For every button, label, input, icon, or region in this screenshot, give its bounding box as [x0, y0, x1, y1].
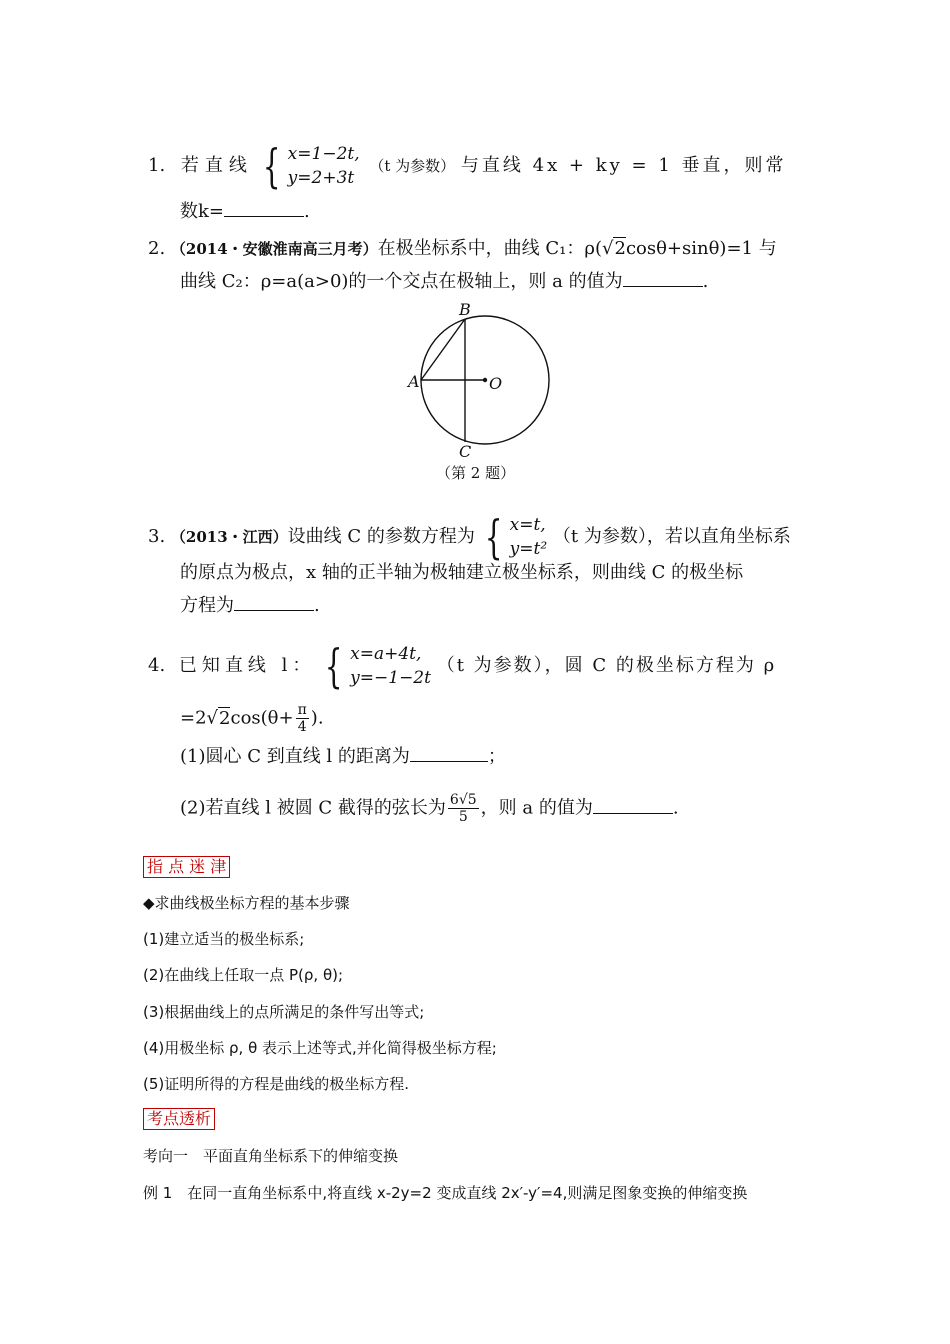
- q1-line2: 数k= .: [180, 201, 310, 222]
- q1-middle: 与直线 4x + ky = 1 垂直，则常: [460, 155, 787, 176]
- q2-text2: 曲线 C₂：ρ=a(a>0)的一个交点在极轴上，则 a 的值为: [180, 271, 623, 292]
- q1-answer-blank[interactable]: [224, 200, 304, 217]
- figure-label-a: A: [408, 372, 420, 391]
- guide-heading: 指 点 迷 津: [143, 856, 230, 878]
- q2-source: （2014・安徽淮南高三月考）: [170, 240, 378, 258]
- q1-k-label: 数k=: [180, 201, 224, 222]
- q3-system: [510, 513, 548, 561]
- figure-label-o: O: [489, 374, 503, 393]
- analysis-heading: 考点透析: [143, 1108, 215, 1130]
- q1-eq1: x=1−2t,: [287, 144, 360, 164]
- question-4: [148, 639, 777, 693]
- q1-system: [288, 142, 360, 190]
- q4-sub1: [180, 745, 506, 768]
- figure-label-c: C: [459, 442, 472, 461]
- q4-sqrt: 2: [219, 707, 231, 729]
- q4-line2: =2√2cos(θ+ $\frac{\pi}{4}$ ).: [180, 702, 324, 735]
- q4-sub2-blank[interactable]: [593, 797, 673, 814]
- q3-source: （2013・江西）: [170, 528, 288, 546]
- q2-sqrt: 2: [614, 238, 626, 259]
- q4-text2a: =2: [180, 707, 207, 729]
- analysis-direction: 考向一 平面直角坐标系下的伸缩变换: [143, 1147, 399, 1165]
- q3-brace: {: [484, 510, 503, 564]
- q2-line2: 曲线 C₂：ρ=a(a>0)的一个交点在极轴上，则 a 的值为 .: [180, 271, 709, 292]
- q4-brace: {: [324, 639, 343, 693]
- question-2: 2. （2014・安徽淮南高三月考）在极坐标系中，曲线 C₁：ρ(√2cosθ+sinθ)=1 与: [148, 238, 777, 259]
- q3-line3: 方程为 .: [180, 595, 320, 616]
- q1-brace: {: [262, 139, 281, 193]
- segment-ab: [421, 319, 465, 380]
- q3-text1: 设曲线 C 的参数方程为: [287, 526, 475, 547]
- q4-system: [350, 642, 431, 690]
- q1-prefix: 若直线: [180, 155, 253, 176]
- q4-sub2-text-b: ，则 a 的值为: [480, 797, 593, 819]
- q4-text2c: ).: [310, 707, 324, 729]
- figure-caption: （第 2 题）: [436, 464, 516, 482]
- guide-step-4: (4)用极坐标 ρ, θ 表示上述等式,并化简得极坐标方程;: [143, 1039, 497, 1057]
- q4-number: 4.: [148, 655, 166, 676]
- q4-sub1-text: (1)圆心 C 到直线 l 的距离为: [180, 746, 410, 767]
- q3-eq1: x=t,: [509, 515, 546, 535]
- q4-text2b: cos(θ+: [230, 707, 294, 729]
- guide-step-3: (3)根据曲线上的点所满足的条件写出等式;: [143, 1003, 425, 1021]
- q3-line2: 的原点为极点，x 轴的正半轴为极轴建立极坐标系，则曲线 C 的极坐标: [180, 562, 744, 583]
- question-1: [148, 139, 787, 193]
- q4-frac-num: π: [297, 702, 307, 718]
- q2-text1b: cosθ+sinθ)=1 与: [625, 238, 777, 259]
- q4-sub1-blank[interactable]: [410, 745, 488, 762]
- q3-answer-blank[interactable]: [234, 594, 314, 611]
- q2-answer-blank[interactable]: [623, 270, 703, 287]
- q3-text1b: （t 为参数），若以直角坐标系: [552, 526, 791, 547]
- analysis-example: 例 1 在同一直角坐标系中,将直线 x-2y=2 变成直线 2x′-y′=4,则满足图象变换的伸缩变换: [143, 1184, 748, 1202]
- q2-text1: 在极坐标系中，曲线 C₁：ρ(: [377, 238, 602, 259]
- q4-sub2-fraction: [448, 792, 479, 825]
- q4-frac-den: 4: [297, 719, 307, 735]
- q4-fraction: [296, 702, 309, 735]
- q4-prefix: 已知直线 l：: [178, 655, 316, 676]
- q4-sub2: (2)若直线 l 被圆 C 截得的弦长为 $\frac{6√5}{5}$ ，则 a 的值为 .: [180, 792, 679, 825]
- q4-text1b: （t 为参数），圆 C 的极坐标方程为 ρ: [436, 655, 777, 676]
- q4-sub1-end: ；: [487, 746, 506, 767]
- q3-number: 3.: [148, 526, 166, 547]
- q1-eq2: y=2+3t: [287, 168, 355, 188]
- guide-title: ◆求曲线极坐标方程的基本步骤: [143, 894, 350, 912]
- q2-number: 2.: [148, 238, 166, 259]
- center-point: [483, 378, 487, 382]
- guide-step-2: (2)在曲线上任取一点 P(ρ, θ);: [143, 966, 344, 984]
- guide-step-5: (5)证明所得的方程是曲线的极坐标方程.: [143, 1075, 410, 1093]
- q1-number: 1.: [148, 155, 166, 176]
- q3-eq2: y=t²: [509, 539, 548, 559]
- q4-sub2-text: (2)若直线 l 被圆 C 截得的弦长为: [180, 797, 446, 819]
- q4-eq1: x=a+4t,: [350, 644, 422, 664]
- q4-eq2: y=−1−2t: [350, 668, 431, 688]
- figure-label-b: B: [459, 300, 471, 319]
- q2-figure: [400, 298, 560, 466]
- q4-sub2-frac-den: 5: [458, 809, 468, 825]
- q3-text3: 方程为: [180, 595, 234, 616]
- q1-param: （t 为参数）: [369, 157, 456, 175]
- q4-sub2-frac-num: 6√5: [449, 792, 477, 808]
- question-3: [148, 510, 791, 564]
- guide-step-1: (1)建立适当的极坐标系;: [143, 930, 305, 948]
